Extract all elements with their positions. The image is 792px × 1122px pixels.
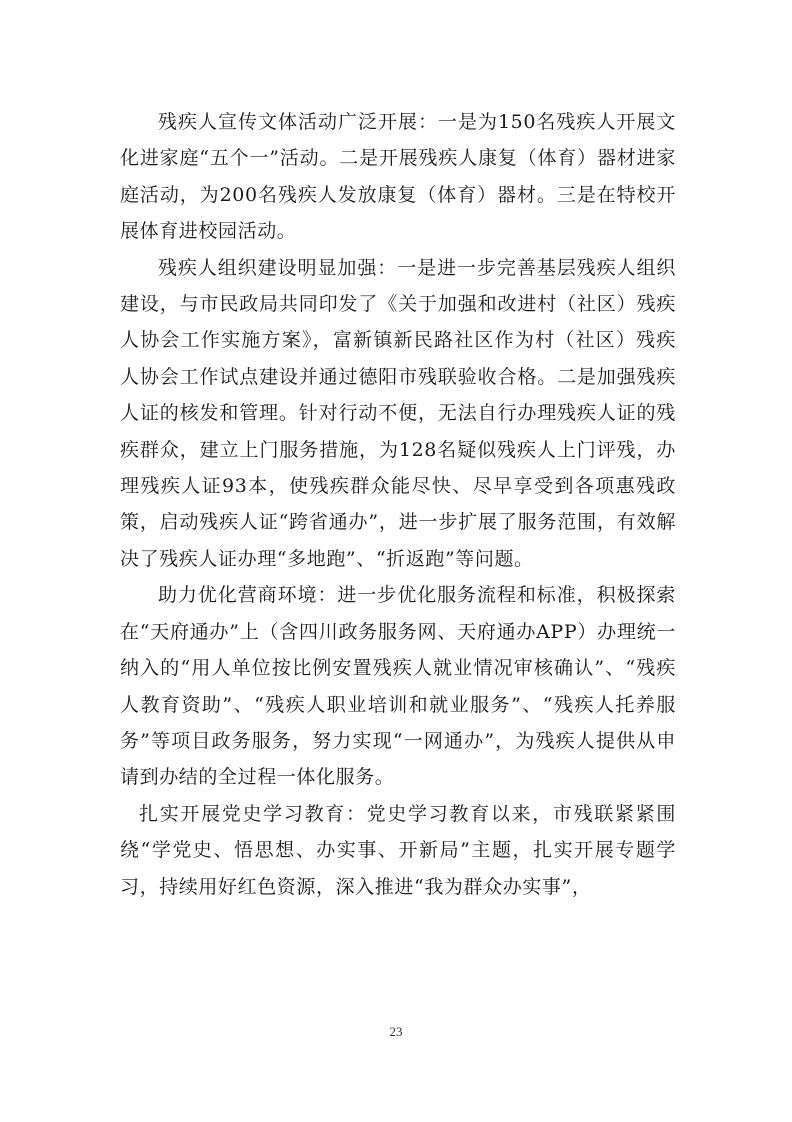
paragraph-party-history: 扎实开展党史学习教育：党史学习教育以来，市残联紧紧围绕“学党史、悟思想、办实事、开新局”主题，扎实开展专题学习，持续用好红色资源，深入推进“我为群众办实事”， (120, 802, 676, 898)
page-number: 23 (389, 1024, 403, 1039)
paragraph-culture-sports: 残疾人宣传文体活动广泛开展：一是为150名残疾人开展文化进家庭“五个一”活动。二是开展残疾人康复（体育）器材进家庭活动，为200名残疾人发放康复（体育）器材。三是在特校开展体育进校园活动。 (120, 111, 676, 243)
paragraph-organization: 残疾人组织建设明显加强：一是进一步完善基层残疾人组织建设，与市民政局共同印发了《关于加强和改进村（社区）残疾人协会工作实施方案》，富新镇新民路社区作为村（社区）残疾人协会工作试点建设并通过德阳市残联验收合格。二是加强残疾人证的核发和管理。针对行动不便，无法自行办理残疾人证的残疾群众，建立上门服务措施，为128名疑似残疾人上门评残，办理残疾人证93本，使残疾群众能尽快、尽早享受到各项惠残政策，启动残疾人证“跨省通办”，进一步扩展了服务范围，有效解决了残疾人证办理“多地跑”、“折返跑”等问题。 (120, 256, 676, 570)
paragraph-business-environment: 助力优化营商环境：进一步优化服务流程和标准，积极探索在“天府通办”上（含四川政务服务网、天府通办APP）办理统一纳入的“用人单位按比例安置残疾人就业情况审核确认”、“残疾人教育资助”、“残疾人职业培训和就业服务”、“残疾人托养服务”等项目政务服务，努力实现“一网通办”，为残疾人提供从申请到办结的全过程一体化服务。 (120, 584, 676, 789)
body-text (120, 104, 676, 905)
